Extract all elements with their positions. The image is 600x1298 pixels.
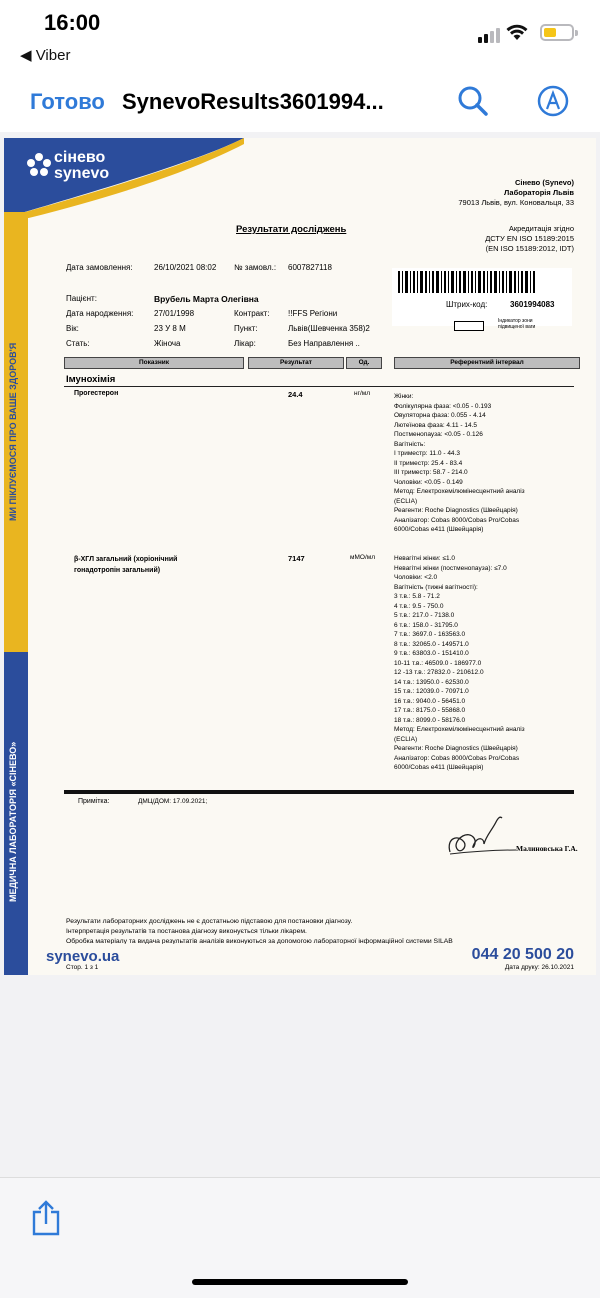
weight-indicator-label: Індикатор зони підвищеної ваги (498, 318, 536, 330)
col-indicator-header: Показник (64, 357, 244, 369)
bottom-toolbar (0, 1177, 600, 1298)
col-ref-header: Референтний інтервал (394, 357, 580, 369)
cellular-signal-icon (478, 25, 502, 43)
signature-icon (444, 808, 520, 864)
order-date-label: Дата замовлення: (66, 263, 133, 272)
test1-unit: нг/мл (354, 390, 371, 397)
barcode-label: Штрих-код: (446, 300, 488, 309)
weight-indicator-box (454, 321, 484, 331)
wifi-icon (506, 23, 528, 41)
logo-text: сінево synevo (54, 149, 110, 182)
test2-name: β-ХГЛ загальний (хоріонічний гонадотропін загальний) (74, 556, 178, 574)
test2-reference: Невагітні жінки: ≤1.0 Невагітні жінки (постменопауза): ≤7.0 Чоловіки: <2.0 Вагітність (тижні вагітності): 3 т.в.: 5.8 - 71.2 4 т.в.: 9.5 - 750.0 5 т.в.: 217.0 - 7138.0 6 т.в.: 158.0 - 31795.0 7 т.в.: 3697.0 - 163563.0 8 т.в.: 32065.0 - 149571.0 9 т.в.: 63803.0 - 151410.0 10-11 т.в.: 46509.0 - 186977.0 12 -13 т.в.: 27832.0 - 210612.0 14 т.в.: 13950.0 - 62530.0 15 т.в.: 12039.0 - 70971.0 16 т.в.: 9040.0 - 56451.0 17 т.в.: 8175.0 - 55868.0 18 т.в.: 8099.0 - 58176.0 Метод: Електрохемілюмінесцентний аналіз (ECLIA) Реагенти: Roche Diagnostics (Швейцарія) Аналізатор: Cobas 8000/Cobas Pro/Cobas 6000/Cobas e411 (Швейцарія) (394, 555, 525, 771)
test1-reference: Жінки: Фолікулярна фаза: <0.05 - 0.193 Овуляторна фаза: 0.055 - 4.14 Лютеїнова фаза: 4.11 - 14.5 Постменопауза: <0.05 - 0.126 Вагітність: I триместр: 11.0 - 44.3 II триместр: 25.4 - 83.4 III триместр: 58.7 - 214.0 Чоловіки: <0.05 - 0.149 Метод: Електрохемілюмінесцентний аналіз (ECLIA) Реагенти: Roche Diagnostics (Швейцарія) Аналізатор: Cobas 8000/Cobas Pro/Cobas 6000/Cobas e411 (Швейцарія) (394, 393, 525, 533)
clock: 16:00 (44, 10, 101, 35)
pdf-page (4, 138, 596, 975)
order-no: 6007827118 (288, 263, 332, 272)
doctor: Без Направлення .. (288, 339, 360, 348)
order-no-label: № замовл.: (234, 263, 277, 272)
side-slogan: МИ ПІКЛУЄМОСЯ ПРО ВАШЕ ЗДОРОВ'Я (8, 342, 18, 522)
status-bar (0, 0, 600, 80)
test2-result: 7147 (288, 554, 305, 563)
side-stripe (4, 212, 28, 975)
sex: Жіноча (154, 339, 181, 348)
document-viewer[interactable] (0, 132, 600, 1177)
side-lab-name: МЕДИЧНА ЛАБОРАТОРІЯ «СІНЕВО» (8, 741, 18, 903)
sex-label: Стать: (66, 339, 90, 348)
signer-name: Малиновська Г.А. (516, 844, 578, 853)
contract: !!FFS Регіони (288, 309, 338, 318)
back-to-app-link[interactable]: ◀ Viber (20, 47, 71, 64)
nav-bar (0, 80, 600, 132)
order-date: 26/10/2021 08:02 (154, 263, 217, 272)
col-unit-header: Од. (346, 357, 382, 369)
home-indicator[interactable] (192, 1279, 408, 1285)
document-title: SynevoResults3601994... (122, 89, 384, 114)
page-number: Стор. 1 з 1 (66, 964, 99, 971)
footer-disclaimer-2: Інтерпретація результатів та постанова діагнозу виконується тільки лікарем. (66, 928, 307, 935)
footer-website: synevo.ua (46, 948, 120, 965)
col-result-header: Результат (248, 357, 344, 369)
patient-name: Врубель Марта Олегівна (154, 294, 259, 304)
section-title: Імунохімія (66, 374, 116, 385)
synevo-logo-icon (26, 152, 52, 178)
accreditation: Акредитація згідно ДСТУ EN ISO 15189:2015 (EN ISO 15189:2012, IDT) (485, 224, 574, 253)
report-title: Результати досліджень (236, 224, 347, 235)
search-icon[interactable] (456, 84, 490, 118)
dob-label: Дата народження: (66, 309, 134, 318)
battery-icon (540, 24, 574, 41)
done-button[interactable]: Готово (30, 89, 105, 114)
patient-label: Пацієнт: (66, 294, 97, 303)
barcode-bars (398, 271, 538, 293)
markup-pen-icon[interactable] (536, 84, 570, 118)
age-label: Вік: (66, 324, 79, 333)
dob: 27/01/1998 (154, 309, 195, 318)
header-banner (4, 138, 244, 218)
doctor-label: Лікар: (234, 339, 256, 348)
results-end-rule (64, 790, 574, 794)
barcode (392, 268, 572, 326)
lab-address: Сінево (Synevo) Лабораторія Львів 79013 Львів, вул. Коновальця, 33 (458, 178, 574, 207)
footer-disclaimer-3: Обробка матеріалу та видача результатів аналізів виконуються за допомогою лабораторної інформаційної системи SILAB (66, 938, 453, 944)
test1-name: Прогестерон (74, 390, 119, 397)
section-divider (64, 386, 574, 387)
print-date: Дата друку: 26.10.2021 (504, 964, 574, 971)
footer-phone: 044 20 500 20 (471, 946, 574, 963)
note-label: Примітка: (78, 798, 110, 805)
test2-unit: мМО/мл (350, 554, 376, 561)
point: Львів(Шевченка 358)2 (288, 324, 370, 333)
note: ДМЦ/ДОМ: 17.09.2021; (138, 798, 208, 805)
barcode-number: 3601994083 (510, 300, 555, 309)
contract-label: Контракт: (234, 309, 270, 318)
test1-result: 24.4 (288, 390, 303, 399)
point-label: Пункт: (234, 324, 258, 333)
footer-disclaimer-1: Результати лабораторних досліджень не є достатньою підставою для постановки діагнозу. (66, 918, 353, 925)
share-icon[interactable] (30, 1198, 62, 1238)
age: 23 У 8 М (154, 324, 186, 333)
